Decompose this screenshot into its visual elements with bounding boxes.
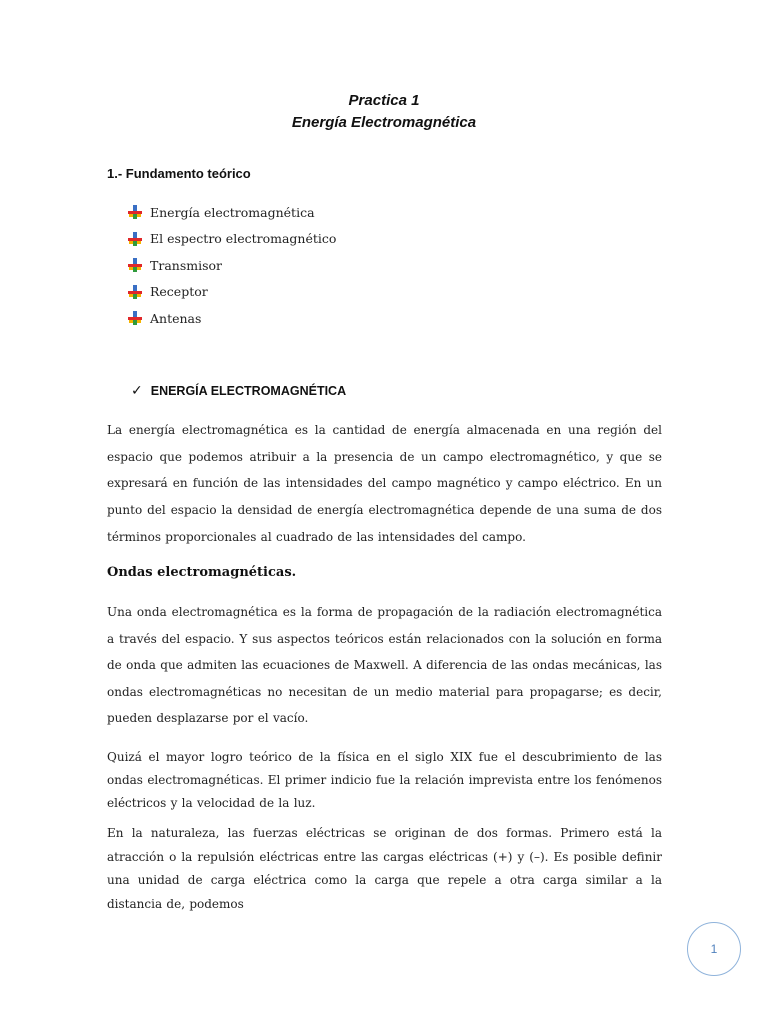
paragraph-forces: En la naturaleza, las fuerzas eléctricas se originan de dos formas. Primero está la atracción o la repulsión eléctricas entre las cargas eléctricas (+) y (–). Es posible definir una unidad de carga eléctrica como la carga que repele a otra carga similar a la distancia de, podemos	[107, 826, 662, 911]
colored-bullet-icon	[128, 285, 142, 299]
checkmark-icon: ✓	[131, 383, 143, 399]
list-item	[128, 279, 336, 306]
paragraph-history: Quizá el mayor logro teórico de la física en el siglo XIX fue el descubrimiento de las ondas electromagnéticas. El primer indicio fue la relación imprevista entre los fenómenos eléctricos y la velocidad de la luz.	[107, 750, 662, 810]
page-number-badge	[687, 922, 741, 976]
title-line-1: Practica 1	[348, 92, 420, 109]
list-item-label: Antenas	[150, 310, 202, 326]
topic-list	[128, 199, 336, 332]
checked-section-heading	[131, 383, 346, 399]
list-item	[128, 199, 336, 226]
colored-bullet-icon	[128, 205, 142, 219]
list-item	[128, 252, 336, 279]
list-item	[128, 226, 336, 253]
colored-bullet-icon	[128, 232, 142, 246]
list-item-label: El espectro electromagnético	[150, 231, 337, 247]
section-heading: 1.- Fundamento teórico	[107, 166, 251, 181]
page-number: 1	[710, 942, 718, 956]
checked-section-heading-label: ENERGÍA ELECTROMAGNÉTICA	[150, 384, 347, 398]
paragraph-waves: Una onda electromagnética es la forma de propagación de la radiación electromagnética a través del espacio. Y sus aspectos teóricos están relacionados con la solución en forma de onda que admiten las ecuaciones de Maxwell. A diferencia de las ondas mecánicas, las ondas electromagnéticas no necesitan de un medio material para propagarse; es decir, pueden desplazarse por el vacío.	[107, 605, 662, 726]
colored-bullet-icon	[128, 258, 142, 272]
list-item-label: Receptor	[150, 284, 208, 300]
list-item	[128, 305, 336, 332]
title-line-2: Energía Electromagnética	[291, 114, 477, 131]
paragraph-energy: La energía electromagnética es la cantidad de energía almacenada en una región del espacio que podemos atribuir a la presencia de un campo electromagnético, y que se expresará en función de las intensidades del campo magnético y campo eléctrico. En un punto del espacio la densidad de energía electromagnética depende de una suma de dos términos proporcionales al cuadrado de las intensidades del campo.	[107, 423, 662, 544]
list-item-label: Energía electromagnética	[150, 204, 315, 220]
colored-bullet-icon	[128, 311, 142, 325]
subheading-waves: Ondas electromagnéticas.	[107, 565, 297, 580]
document-title	[0, 90, 768, 134]
list-item-label: Transmisor	[150, 257, 222, 273]
